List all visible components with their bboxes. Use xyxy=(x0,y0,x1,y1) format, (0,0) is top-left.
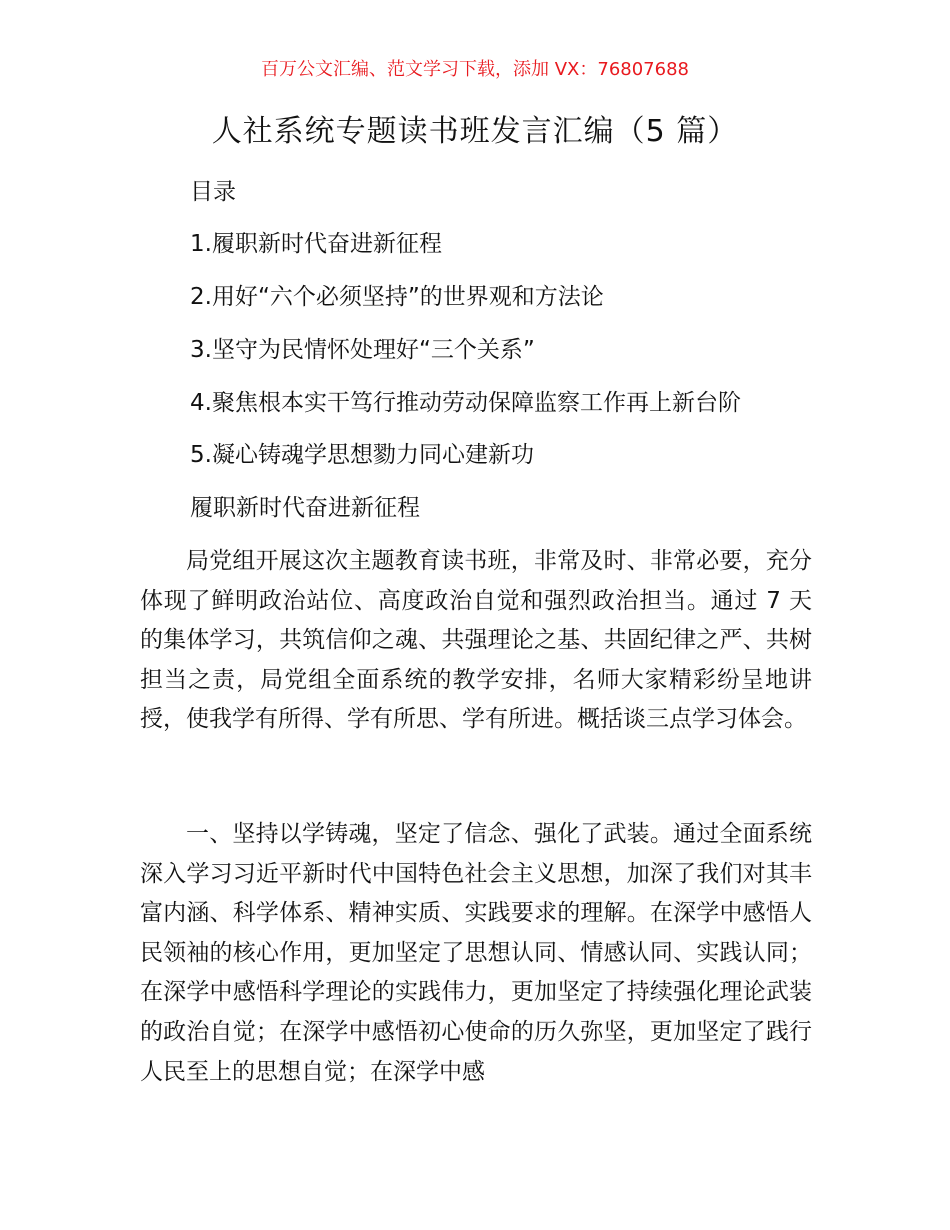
toc-item-2: 2.用好“六个必须坚持”的世界观和方法论 xyxy=(190,284,604,310)
toc-item-5: 5.凝心铸魂学思想勠力同心建新功 xyxy=(190,442,534,468)
document-title: 人社系统专题读书班发言汇编（5 篇） xyxy=(211,114,739,149)
body-paragraph-1: 局党组开展这次主题教育读书班，非常及时、非常必要，充分体现了鲜明政治站位、高度政治自觉和强烈政治担当。通过 7 天的集体学习，共筑信仰之魂、共强理论之基、共固纪律之严、共树担当之责，局党组全面系统的教学安排，名师大家精彩纷呈地讲授，使我学有所得、学有所思、学有所进。概括谈三点学习体会。 xyxy=(140,548,812,733)
toc-item-3: 3.坚守为民情怀处理好“三个关系” xyxy=(190,337,535,363)
body-paragraph-2: 一、坚持以学铸魂，坚定了信念、强化了武装。通过全面系统深入学习习近平新时代中国特色社会主义思想，加深了我们对其丰富内涵、科学体系、精神实质、实践要求的理解。在深学中感悟人民领袖的核心作用，更加坚定了思想认同、情感认同、实践认同；在深学中感悟科学理论的实践伟力，更加坚定了持续强化理论武装的政治自觉；在深学中感悟初心使命的历久弥坚，更加坚定了践行人民至上的思想自觉；在深学中感 xyxy=(140,821,812,1085)
toc-item-4: 4.聚焦根本实干笃行推动劳动保障监察工作再上新台阶 xyxy=(190,390,741,416)
toc-heading: 目录 xyxy=(190,179,236,205)
toc-item-1: 1.履职新时代奋进新征程 xyxy=(190,231,442,257)
watermark-banner: 百万公文汇编、范文学习下载，添加 VX：76807688 xyxy=(261,59,689,80)
section-title: 履职新时代奋进新征程 xyxy=(190,495,420,521)
